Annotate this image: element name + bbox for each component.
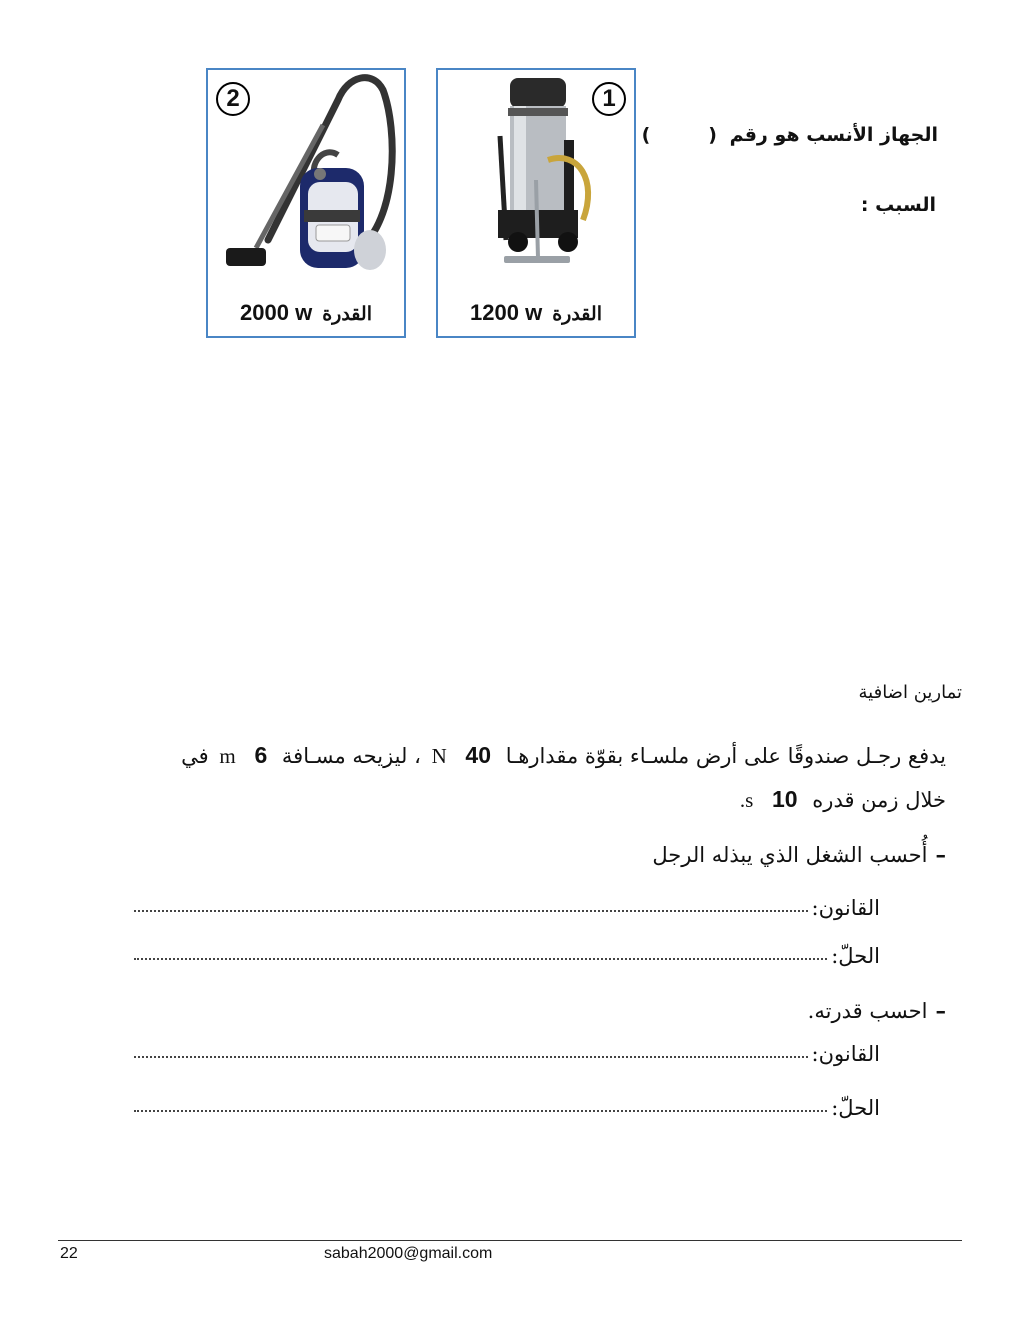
solution-answer-line[interactable]: [134, 1110, 827, 1112]
task-2-text: احسب قدرته.: [807, 999, 928, 1023]
time-unit: s.: [739, 788, 754, 812]
problem-line-2: [736, 786, 946, 813]
task-1-text: أُحسب الشغل الذي يبذله الرجل: [652, 843, 928, 867]
power-rating-1: [438, 300, 634, 326]
device-number-2: 2: [216, 82, 250, 116]
task-2-law-row: [134, 1042, 880, 1066]
page-number: 22: [60, 1245, 78, 1262]
open-paren: (: [708, 124, 717, 146]
power-value-1: 1200 w: [470, 300, 543, 325]
power-value-2: 2000 w: [240, 300, 313, 325]
device-number-1: 1: [592, 82, 626, 116]
law-label: القانون:: [811, 1042, 880, 1066]
force-value: 40: [465, 742, 492, 768]
footer-divider: [58, 1240, 962, 1241]
law-label: القانون:: [811, 896, 880, 920]
task-1-law-row: [134, 896, 880, 920]
problem-line-1: [181, 742, 946, 769]
best-device-text: الجهاز الأنسب هو رقم: [729, 124, 938, 146]
force-unit: N: [431, 744, 447, 768]
appliance-card-1: [436, 68, 636, 338]
footer-email: sabah2000@gmail.com: [324, 1245, 493, 1262]
time-value: 10: [772, 786, 798, 812]
task-2: [808, 998, 946, 1023]
law-answer-line[interactable]: [134, 1056, 808, 1058]
problem-text-start: يدفع رجـل صندوقًا على أرض ملسـاء بقوّة مقدارهـا: [505, 744, 946, 768]
problem-text-end: في: [181, 744, 209, 768]
solution-label: الحلّ:: [831, 944, 880, 968]
reason-label: السبب :: [860, 194, 936, 216]
problem-text-line2: خلال زمن قدره: [812, 788, 946, 812]
law-answer-line[interactable]: [134, 910, 808, 912]
task-1-solution-row: [134, 944, 880, 968]
problem-text-mid: ، ليزيحه مسـافة: [281, 744, 421, 768]
power-label-2: القدرة: [322, 304, 372, 325]
solution-answer-line[interactable]: [134, 958, 827, 960]
appliance-card-2: [206, 68, 406, 338]
best-device-question: [636, 124, 938, 146]
distance-unit: m: [219, 744, 236, 768]
power-rating-2: [208, 300, 404, 326]
close-paren: ): [641, 124, 651, 146]
dash-icon: –: [935, 842, 946, 867]
exercise-heading: تمارين اضافية: [858, 682, 962, 703]
distance-value: 6: [254, 742, 268, 768]
solution-label: الحلّ:: [831, 1096, 880, 1120]
dash-icon: –: [935, 998, 946, 1023]
task-1: [652, 842, 946, 867]
task-2-solution-row: [134, 1096, 880, 1120]
power-label-1: القدرة: [552, 304, 602, 325]
